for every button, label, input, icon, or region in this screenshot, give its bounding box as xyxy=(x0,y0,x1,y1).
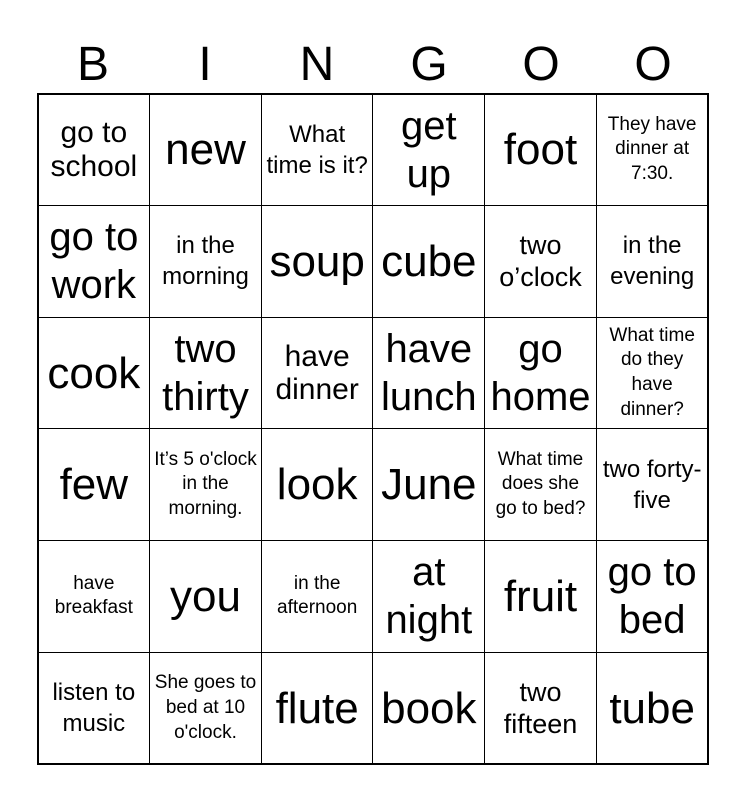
bingo-cell-r5-c5[interactable]: fruit xyxy=(484,540,597,653)
bingo-cell-r1-c2[interactable]: new xyxy=(149,94,262,207)
bingo-cell-r6-c4[interactable]: book xyxy=(372,652,485,765)
bingo-cell-r2-c5[interactable]: two o’clock xyxy=(484,205,597,318)
bingo-cell-r4-c5[interactable]: What time does she go to bed? xyxy=(484,428,597,541)
bingo-cell-r1-c4[interactable]: get up xyxy=(372,94,485,207)
header-letter-o: O xyxy=(522,38,560,91)
bingo-cell-r4-c2[interactable]: It’s 5 o'clock in the morning. xyxy=(149,428,262,541)
bingo-cell-r4-c6[interactable]: two forty-five xyxy=(596,428,709,541)
bingo-cell-r3-c1[interactable]: cook xyxy=(38,317,151,430)
bingo-cell-r6-c6[interactable]: tube xyxy=(596,652,709,765)
bingo-cell-r2-c2[interactable]: in the morning xyxy=(149,205,262,318)
bingo-cell-r5-c1[interactable]: have breakfast xyxy=(38,540,151,653)
bingo-cell-r6-c5[interactable]: two fifteen xyxy=(484,652,597,765)
bingo-cell-r1-c6[interactable]: They have dinner at 7:30. xyxy=(596,94,709,207)
bingo-cell-r5-c4[interactable]: at night xyxy=(372,540,485,653)
bingo-cell-r5-c3[interactable]: in the afternoon xyxy=(261,540,374,653)
header-letter-b: B xyxy=(76,38,109,91)
bingo-cell-r5-c2[interactable]: you xyxy=(149,540,262,653)
bingo-cell-r4-c4[interactable]: June xyxy=(372,428,485,541)
bingo-header xyxy=(37,36,709,94)
bingo-cell-r3-c2[interactable]: two thirty xyxy=(149,317,262,430)
bingo-cell-r1-c5[interactable]: foot xyxy=(484,94,597,207)
bingo-cell-r3-c5[interactable]: go home xyxy=(484,317,597,430)
bingo-cell-r6-c2[interactable]: She goes to bed at 10 o'clock. xyxy=(149,652,262,765)
bingo-board xyxy=(37,93,709,765)
bingo-cell-r2-c6[interactable]: in the evening xyxy=(596,205,709,318)
bingo-cell-r2-c4[interactable]: cube xyxy=(372,205,485,318)
bingo-cell-r6-c3[interactable]: flute xyxy=(261,652,374,765)
bingo-cell-r4-c3[interactable]: look xyxy=(261,428,374,541)
header-letter-n: N xyxy=(299,38,335,91)
bingo-cell-r4-c1[interactable]: few xyxy=(38,428,151,541)
bingo-cell-r1-c3[interactable]: What time is it? xyxy=(261,94,374,207)
bingo-cell-r6-c1[interactable]: listen to music xyxy=(38,652,151,765)
bingo-cell-r3-c3[interactable]: have dinner xyxy=(261,317,374,430)
header-letter-o-2: O xyxy=(634,38,672,91)
header-letter-i: I xyxy=(198,38,212,91)
bingo-cell-r3-c4[interactable]: have lunch xyxy=(372,317,485,430)
bingo-cell-r3-c6[interactable]: What time do they have dinner? xyxy=(596,317,709,430)
bingo-cell-r2-c1[interactable]: go to work xyxy=(38,205,151,318)
header-letter-g: G xyxy=(410,38,448,91)
bingo-cell-r5-c6[interactable]: go to bed xyxy=(596,540,709,653)
bingo-cell-r2-c3[interactable]: soup xyxy=(261,205,374,318)
bingo-cell-r1-c1[interactable]: go to school xyxy=(38,94,151,207)
